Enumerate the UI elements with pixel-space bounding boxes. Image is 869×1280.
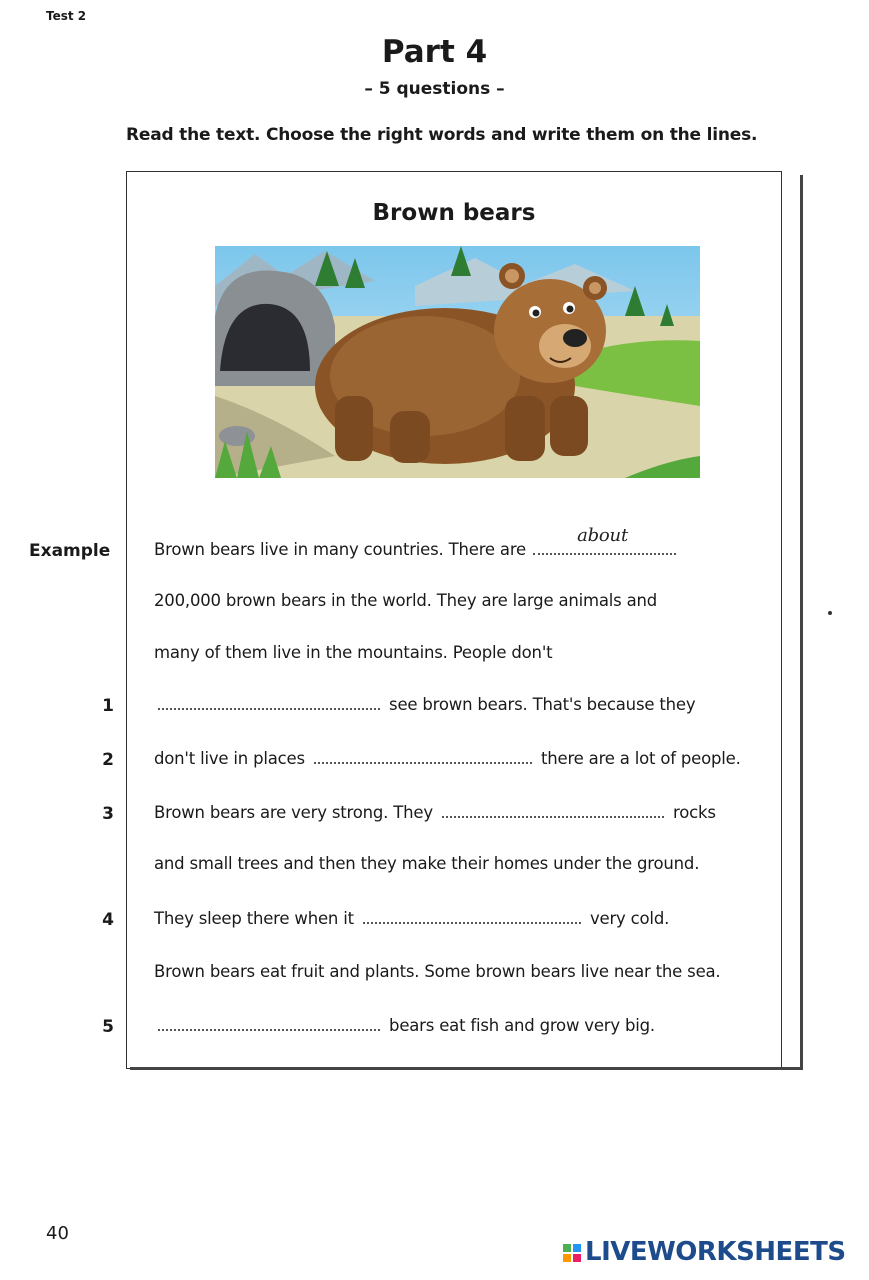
test-label: Test 2 (46, 9, 87, 23)
line-text-part: 200,000 brown bears in the world. They are large animals and (154, 591, 658, 610)
part-title: Part 4 (381, 34, 488, 70)
liveworksheets-logo (563, 1237, 846, 1267)
text-line-q2 (154, 748, 741, 768)
line-text-part: and small trees and then they make their homes under the ground. (154, 854, 700, 873)
question-number-5: 5 (102, 1017, 114, 1037)
example-answer-line (533, 525, 676, 555)
text-line-q4 (154, 908, 669, 928)
answer-blank-4[interactable] (363, 908, 581, 924)
line-text-part: don't live in places (154, 749, 305, 768)
line-text-part: very cold. (589, 909, 670, 928)
line-text-part: Brown bears live in many countries. There are (154, 540, 527, 559)
stray-dot-mark (828, 611, 832, 615)
answer-blank-1[interactable] (158, 694, 380, 710)
line-text-part: Brown bears eat fruit and plants. Some brown bears live near the sea. (154, 962, 721, 981)
line-text-part: Brown bears are very strong. They (154, 803, 433, 822)
line-text-part: bears eat fish and grow very big. (389, 1016, 655, 1035)
brand-name: LIVEWORKSHEETS (585, 1237, 846, 1267)
example-label: Example (29, 541, 111, 561)
page-number: 40 (46, 1223, 69, 1244)
question-number-2: 2 (102, 750, 114, 770)
part-subtitle: – 5 questions – (364, 79, 505, 99)
text-line (154, 854, 699, 873)
question-number-4: 4 (102, 910, 114, 930)
question-number-1: 1 (102, 696, 114, 716)
text-line-q1 (154, 694, 695, 714)
line-text-part: They sleep there when it (154, 909, 354, 928)
text-line-q3 (154, 802, 716, 822)
answer-blank-2[interactable] (314, 748, 532, 764)
text-line-q5 (154, 1015, 655, 1035)
instruction-text: Read the text. Choose the right words and write them on the lines. (126, 125, 758, 145)
example-answer: about (577, 525, 628, 546)
liveworksheets-icon (563, 1244, 581, 1262)
answer-blank-3[interactable] (442, 802, 664, 818)
question-number-3: 3 (102, 804, 114, 824)
box-shadow-bottom (130, 1067, 802, 1070)
line-text-part: see brown bears. That's because they (389, 695, 696, 714)
box-shadow-right (800, 175, 803, 1070)
text-line-example (154, 525, 678, 559)
reading-title: Brown bears (372, 200, 536, 226)
line-text-part: many of them live in the mountains. People don't (154, 643, 553, 662)
brown-bear-illustration (215, 246, 700, 478)
answer-blank-5[interactable] (158, 1015, 380, 1031)
text-line (154, 962, 720, 981)
line-text-part: there are a lot of people. (540, 749, 741, 768)
text-line (154, 591, 657, 610)
line-text-part: rocks (672, 803, 716, 822)
text-line (154, 643, 552, 662)
